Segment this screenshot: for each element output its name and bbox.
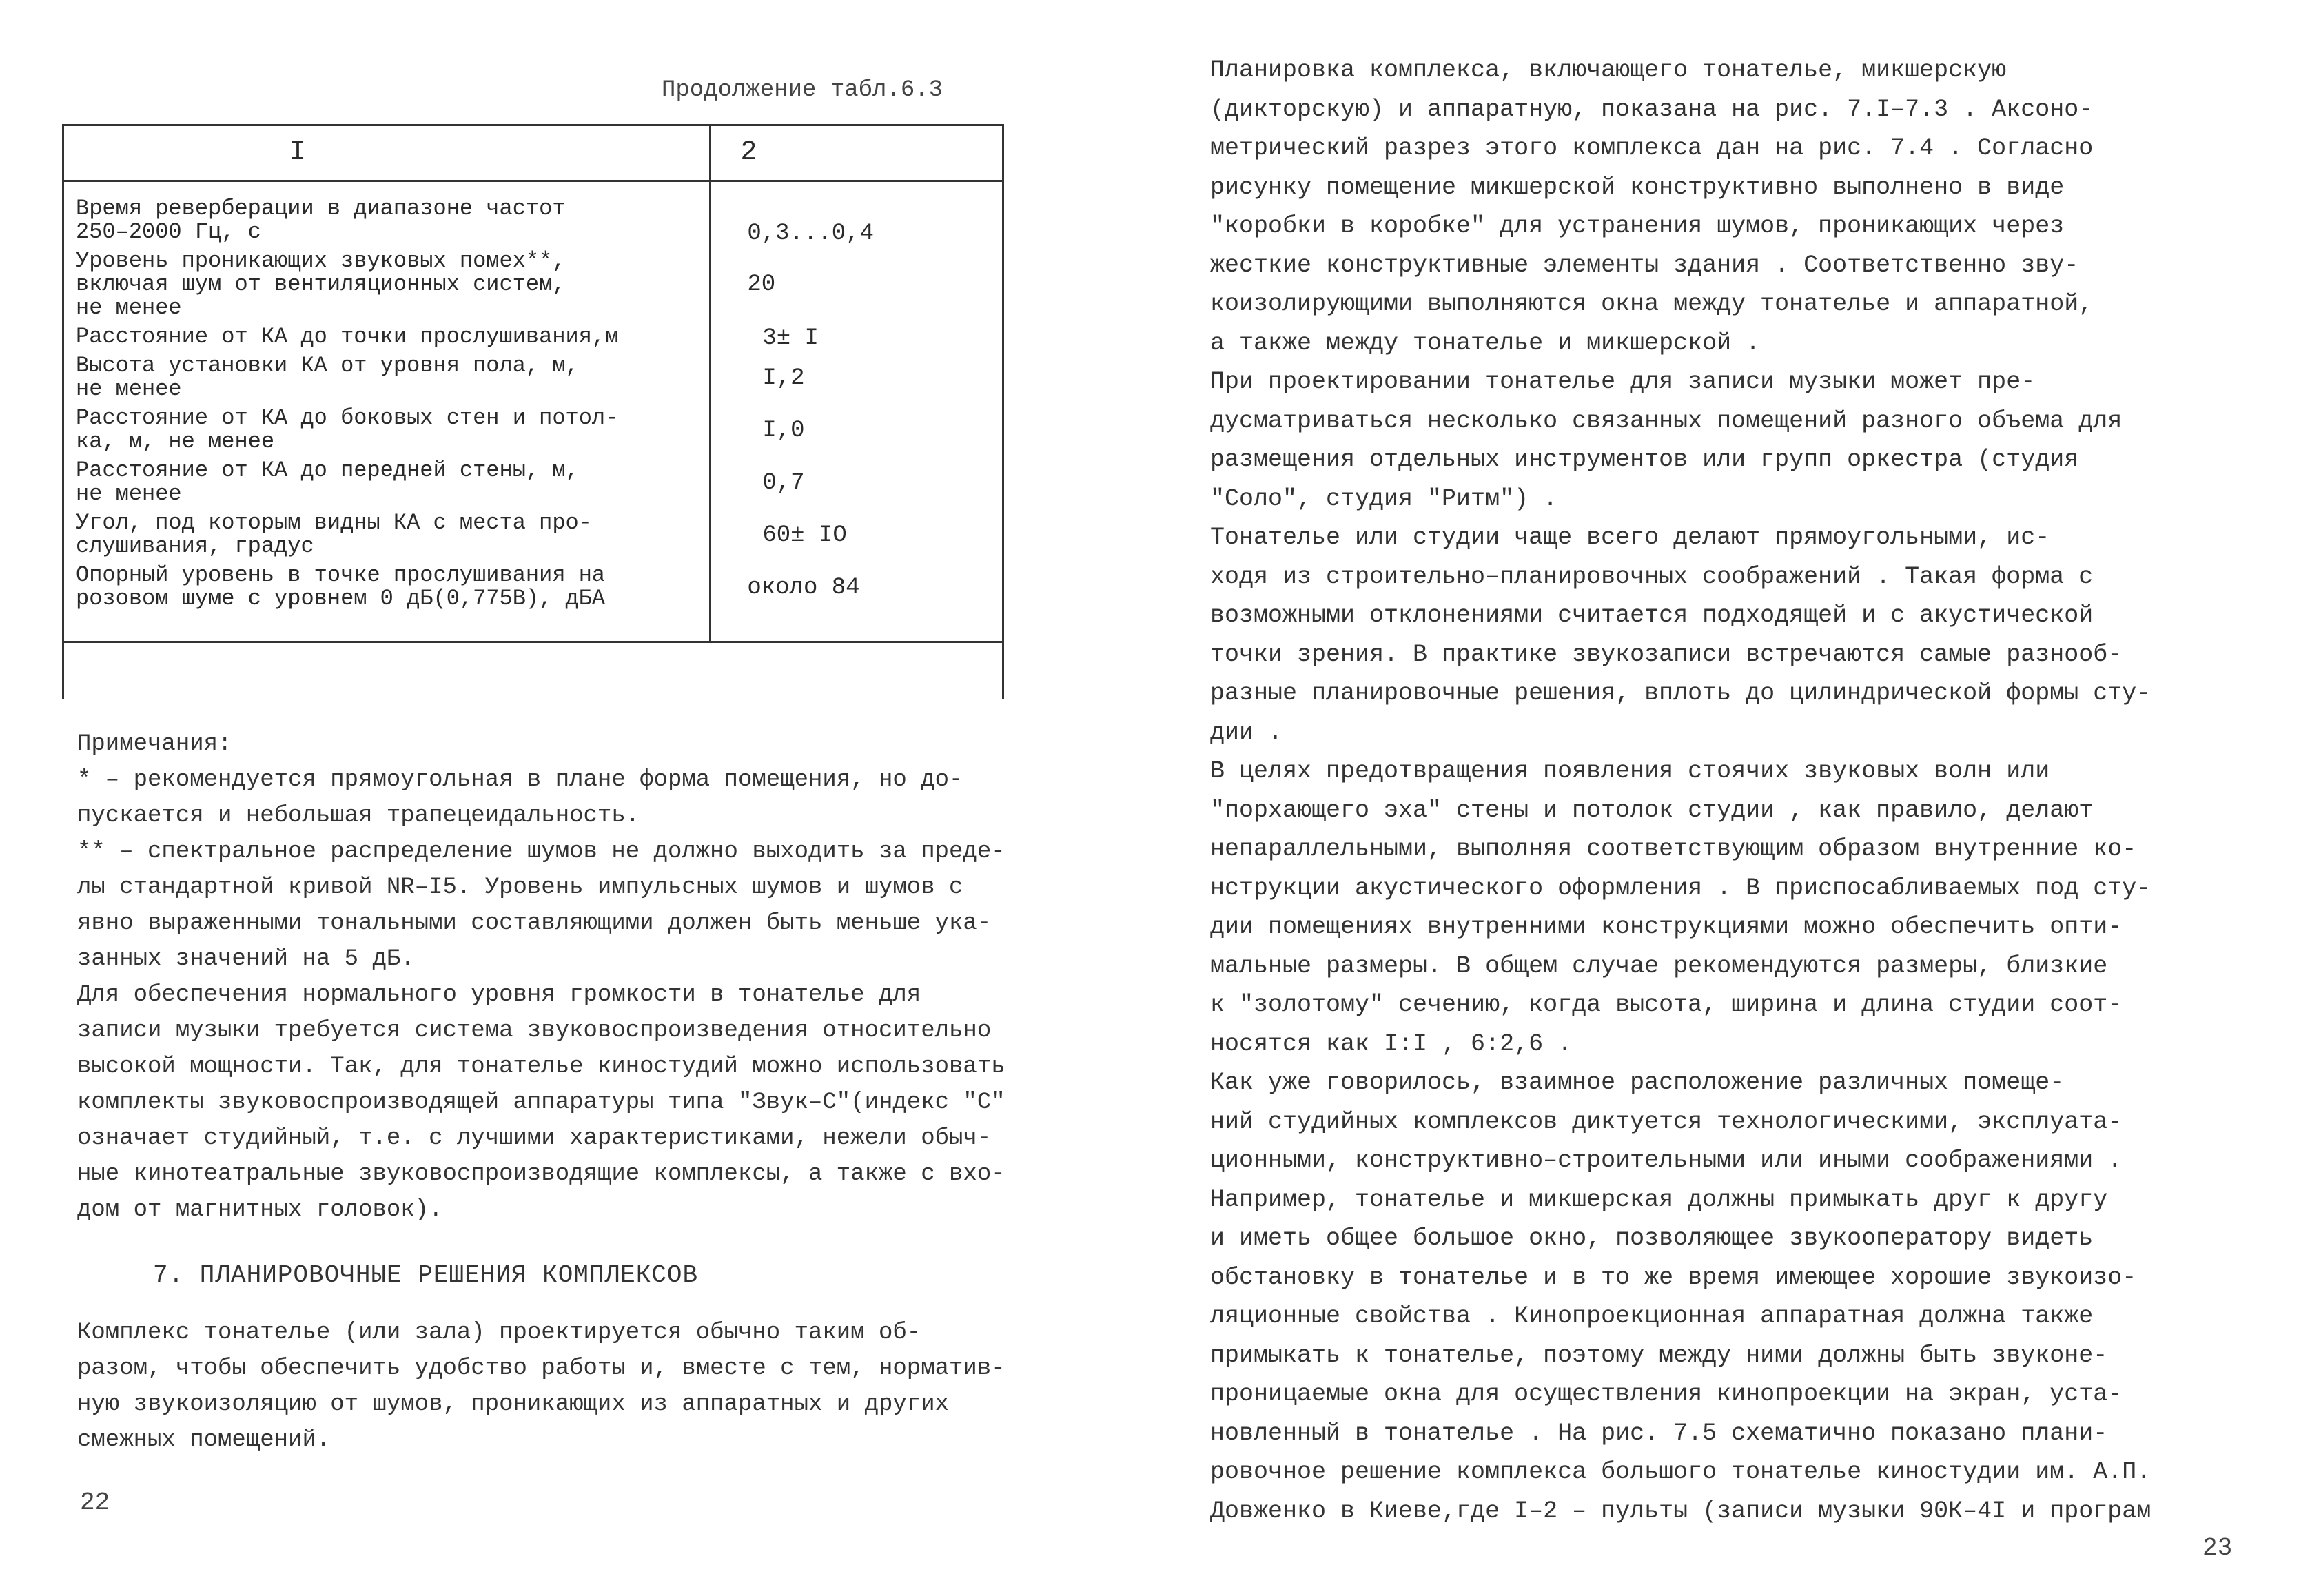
table-param: Угол, под которым видны КА с места про- слушивания, градус [76,510,592,559]
body-paragraph: Комплекс тонателье (или зала) проектируется обычно таким об- разом, чтобы обеспечить удобство работы и, вместе с тем, норматив- ную звукоизоляцию от шумов, проникающих из аппаратных и других смежных помещений. [77,1320,1005,1453]
table-param: Опорный уровень в точке прослушивания на розовом шуме с уровнем 0 дБ(0,775В), дБА [76,562,606,611]
table-value: 0,7 [762,470,805,496]
table-frame-right [1002,124,1004,699]
page-number: 23 [2202,1534,2233,1562]
body-text-right: Планировка комплекса, включающего тонателье, микшерскую (дикторскую) и аппаратную, показана на рис. 7.I–7.3 . Аксоно- метрический разрез этого комплекса дан на рис. 7.4 . Согласно рисунку помещение микшерской конструктивно выполнено в виде "коробки в коробке" для устранения шумов, проникающих через жесткие конструктивные элементы здания . Соответственно зву- коизолирующими выполняются окна между тонателье и аппаратной, а также между тонателье и микшерской . При проектировании тонателье для записи музыки может пре- дусматриваться несколько связанных помещений разного объема для размещения отдельных инструментов или групп оркестра (студия "Соло", студия "Ритм") . Тонателье или студии чаще всего делают прямоугольными, ис- ходя из строительно–планировочных соображений . Такая форма с возможными отклонениями считается подходящей и с акустической точки зрения. В практике звукозаписи встречаются самые разнооб- разные планировочные решения, вплоть до цилиндрической формы сту- дии . В целях предотвращения появления стоячих звуковых волн или "порхающего эха" стены и потолок студии , как правило, делают непараллельными, выполняя соответствующим образом внутренние ко- нструкции акустического оформления . В приспосабливаемых под сту- дии помещениях внутренними конструкциями можно обеспечить опти- мальные размеры. В общем случае рекомендуются размеры, близкие к "золотому" сечению, когда высота, ширина и длина студии соот- носятся как I:I , 6:2,6 . Как уже говорилось, взаимное расположение различных помеще- ний студийных комплексов диктуется технологическими, эксплуата- ционными, конструктивно–строительными или иными соображениями . Например, тонателье и микшерская должны примыкать друг к другу и иметь общее большое окно, позволяющее звукооператору видеть обстановку в тонателье и в то же время имеющее хорошие звукоизо- ляционные свойства . Кинопроекционная аппаратная должна также примыкать к тонателье, поэтому между ними должны быть звуконе- проницаемые окна для осуществления кинопроекции на экран, уста- новленный в тонателье . На рис. 7.5 схематично показано плани- ровочное решение комплекса большого тонателье киностудии им. А.П. Довженко в Киеве,где I–2 – пульты (записи музыки 90К–4I и програм [1210,57,2151,1525]
table-caption: Продолжение табл.6.3 [662,77,943,103]
section-heading: 7. ПЛАНИРОВОЧНЫЕ РЕШЕНИЯ КОМПЛЕКСОВ [153,1261,699,1289]
table-param: Уровень проникающих звуковых помех**, включая шум от вентиляционных систем, не менее [76,248,566,320]
table-value: I,0 [762,418,805,444]
table-param: Высота установки КА от уровня пола, м, не менее [76,353,579,402]
notes-label: Примечания: [77,731,232,757]
table-header-col-1: I [62,125,711,181]
body-paragraph: Для обеспечения нормального уровня громкости в тонателье для записи музыки требуется система звуковоспроизведения относительно высокой мощности. Так, для тонателье киностудий можно использовать комплекты звуковоспроизводящей аппаратуры типа "Звук–С"(индекс "С" означает студийный, т.е. с лучшими характеристиками, нежели обыч- ные кинотеатральные звуковоспроизводящие комплексы, а также с вхо- дом от магнитных головок). [77,982,1005,1223]
table-value: I,2 [762,365,805,391]
table-row [62,561,1002,642]
table-row [62,404,1002,456]
notes-text: * – рекомендуется прямоугольная в плане форма помещения, но до- пускается и небольшая трапецеидальность. ** – спектральное распределение шумов не должно выходить за преде- лы стандартной кривой NR–I5. Уровень импульсных шумов и шумов с явно выраженными тональными составляющими должен быть меньше ука- занных значений на 5 дБ. [77,767,1005,972]
page-number: 22 [80,1488,110,1517]
table-value: 3± I [762,325,819,351]
table-value: 0,3...0,4 [747,221,874,247]
table-param: Расстояние от КА до боковых стен и потол- ка, м, не менее [76,405,619,454]
table-row [62,323,1002,351]
table-param: Расстояние от КА до точки прослушивания,м [76,324,619,349]
table-value: 60± IO [762,522,847,549]
table-value: около 84 [747,575,860,601]
table-row [62,247,1002,323]
table-header-row [62,125,1002,181]
table-header-col-2: 2 [711,125,1002,181]
table-row [62,456,1002,509]
table-value: 20 [747,272,776,298]
acoustic-parameters-table [62,124,1002,643]
table-row [62,194,1002,247]
table-gap-row [62,181,1002,195]
table-row [62,351,1002,404]
table-row [62,509,1002,561]
table-param: Время реверберации в диапазоне частот 250–2000 Гц, с [76,196,566,245]
table-param: Расстояние от КА до передней стены, м, не менее [76,458,579,507]
